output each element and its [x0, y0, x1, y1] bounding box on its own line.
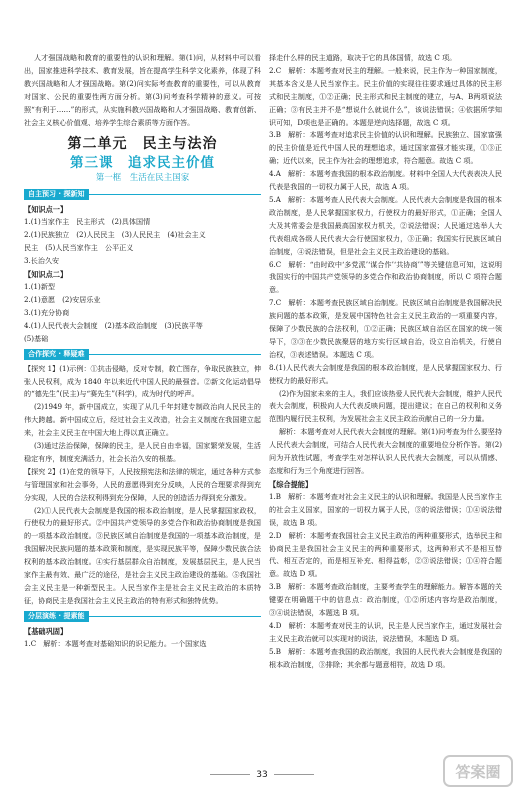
continued-answer: 择走什么样的民主道路，取决于它的具体国情，故选 C 项。: [269, 53, 457, 62]
kp1-line: 1.(1)当家作主 民主形式 (2)具体国情: [24, 217, 151, 227]
explore1-paragraph: 【探究 1】(1)示例：①抗击侵略，反对专制，救亡图存，争取民族独立，伸张人民权利，成为 1840 年以来近代中国人民的最强音。②新文化运动倡导的“德先生”(民主)与“赛先生”(科学)，成为时代的呼声。: [24, 363, 261, 399]
answer-item: 2.D 解析：本题考查我国社会主义民主政治的两种重要形式，选举民主和协商民主是我国社会主义民主的两种重要形式，这两种形式不是相互替代、相互否定的，而是相互补充、相得益彰，②③说法错误；①④符合题意。故选 D 项。: [269, 530, 502, 579]
answer-item: 1.B 解析：本题考查对社会主义民主的认识和理解。我国是人民当家作主的社会主义国家，国家的一切权力属于人民，③的说法错误；①④说法错误，故选 B 项。: [269, 491, 502, 527]
kp2-line: (5)基础: [24, 333, 49, 343]
kp1-line: 民主 (5)人民当家作主 公平正义: [24, 243, 134, 253]
explore2-paragraph: 【探究 2】(1)在党的领导下，人民按照宪法和法律的规定，通过各种方式参与管理国家和社会事务，人民的意愿得到充分反映，人民的合理要求得到充分实现，人民的合法权利得到充分保障，人民的创造活力得到充分激发。: [24, 466, 261, 502]
answer-item: 3.B 解析：本题考查政治制度，主要考查学生的理解能力。解答本题的关键要在明确题干中的信息点：政治制度，①②所述内容均是政治制度，③④说法错误，本题选 B 项。: [269, 582, 502, 618]
explore1-paragraph: (3)通过法治保障，保障的民主，是人民自由幸福，国家繁荣发展，生活稳定有序，制度充满活力，社会长治久安的根基。: [24, 441, 261, 463]
answer-item: 7.C 解析：本题考查民族区域自治制度。民族区域自治制度是我国解决民族问题的基本政策，是发展中国特色社会主义民主政治的一项重要内容，保障了少数民族的合法权利，①②正确；民族区域自治区在国家的统一领导下，③③在少数民族聚居的地方实行区域自治，设立自治机关，行使自治权，③表述错误。本题选 C 项。: [269, 298, 502, 359]
kp1-line: 3.长治久安: [24, 256, 60, 266]
answer-item: 6.C 解析：“由时政中‘多党派’‘谋合作’‘共协商’”等关键信息可知，这说明我国实行的中国共产党领导的多党合作和政治协商制度，所以 C 项符合题意。: [269, 259, 502, 295]
answer-item: 4.D 解析：本题考查对民主的认识，民主是人民当家作主，通过发展社会主义民主政治就可以实现对的说法，说法错误，本题选 D 项。: [269, 620, 502, 643]
answer-item: 5.B 解析：本题考查我国的政治制度，我国的人民代表大会制度是我国的根本政治制度，③排除；其余都与题意相符，故选 D 项。: [269, 646, 502, 669]
answer-item: 2.C 解析：本题考查对民主的理解。一般来说，民主作为一种国家制度，其基本含义是人民当家作主。民主价值的实现往往要求通过具体的民主形式和民主制度，①②正确；民主形式和民主制度的建立，与A、B两项说法正确；③有民主并不是“想说什么就说什么”，该说法错误；④依据所学知识可知，D项也是正确的。本题是逆向选择题，故选 C 项。: [269, 65, 502, 127]
unit-title: 第二单元 民主与法治: [67, 136, 218, 153]
frame-title: 第一框 生活在民主国家: [95, 173, 190, 184]
answer-item: (2)作为国家未来的主人，我们应该热爱人民代表大会制度，维护人民代表大会制度，积极向人大代表反映问题，提出建议；在自己的权利和义务范围内履行民主权利，为发展社会主义民主政治贡献自己的一分力量。: [269, 388, 502, 424]
kp2-line: 2.(1)意愿 (2)安居乐业: [24, 294, 101, 304]
intro-paragraph: 人才强国战略和教育的重要性的认识和理解。第(1)问，从材料中可以看出，国家推进科学技术、教育发展，旨在提高学生科学文化素养，体现了科教兴国战略和人才强国战略。第(2)问实际考查教育的重要性，可以从教育对国家、公民的重要性两方面分析。第(3)问考查科学精神的意义。可按照“有利于……”的形式，从实施科教兴国战略和人才强国战略、教育创新、社会主义核心价值观、培养学生综合素质等方面作答。: [24, 53, 261, 127]
lesson-title: 第三课 追求民主价值: [70, 155, 215, 172]
kp2-line: 4.(1)人民代表大会制度 (2)基本政治制度 (3)民族平等: [24, 320, 203, 330]
answer-item: 4.A 解析：本题考查我国的根本政治制度。材料中全国人大代表表决人民代表是我国的一切权力属于人民，故选 A 项。: [269, 169, 502, 192]
explore2-paragraph: (2)①人民代表大会制度是我国的根本政治制度，是人民掌握国家政权，行使权力的最好形式。②中国共产党领导的多党合作和政治协商制度是我国的一项基本政治制度。③民族区域自治制度是我国的一项基本政治制度，是我国解决民族问题的基本政策和制度，是实现民族平等，保障少数民族合法权利的基本政治制度。④实行基层群众自治制度，发展基层民主，是人民当家作主最有效、最广泛的途径，是社会主义民主政治建设的基础。⑤我国社会主义民主是一种新型民主。人民当家作主是社会主义民主政治的本质特征，协商民主是我国社会主义民主政治的特有形式和独特优势。: [24, 505, 261, 605]
answer-item: 5.A 解析：本题考查人民代表大会制度。人民代表大会制度是我国的根本政治制度，是人民掌握国家权力，行使权力的最好形式，①正确；全国人大及其常委会是我国最高国家权力机关，②说法错误；人民通过选举人大代表组成各级人民代表大会行使国家权力，③正确；我国实行民族区域自治制度，④说法错误，但是社会主义民主政治建设的基础。: [269, 194, 502, 256]
kp2-line: 1.(1)新型: [24, 282, 56, 292]
knowledge-point-1-label: 【知识点一】: [24, 205, 68, 215]
comprehensive-label: 【综合提能】: [269, 479, 313, 489]
answer-item: 3.B 解析：本题考查对追求民主价值的认识和理解。民族独立、国家富强的民主价值是近代中国人民的理想追求，通过国家富强才能实现，①③正确；近代以来，民主作为社会的理想追求，符合题意。故选 C 项。: [269, 130, 502, 166]
svg-text:答案圈: 答案圈: [455, 763, 501, 781]
analysis-paragraph: 解析：本题考查对人民代表大会制度的理解。第(1)问考查为什么要坚持人民代表大会制度，可结合人民代表大会制度的重要地位分析作答。第(2)问为开放性试题，考查学生对怎样认识人民代表大会制度，可以从情感、态度和行为三个角度进行回答。: [269, 427, 502, 475]
watermark-logo-icon: [442, 752, 514, 792]
explore1-paragraph: (2)1949 年，新中国成立，实现了从几千年封建专制政治向人民民主的伟大跨越。新中国成立后，经过社会主义改造，社会主义制度在我国建立起来，社会主义民主在中国大地上得以真正确立。: [24, 402, 261, 438]
right-column: [269, 52, 502, 672]
kp1-line: 2.(1)民族独立 (2)人民民主 (3)人民民主 (4)社会主义: [24, 230, 206, 240]
answer-item: 1.C 解析：本题考查对基础知识的识记能力。一个国家选: [24, 638, 207, 648]
knowledge-point-2-label: 【知识点二】: [24, 270, 68, 280]
section-banner-preview: 自主预习 · 探新知: [24, 188, 261, 201]
answer-item: 8.(1)人民代表大会制度是我国的根本政治制度，是人民掌握国家权力、行使权力的最好形式。: [269, 362, 502, 385]
kp2-line: 3.(1)充分协商: [24, 307, 70, 317]
left-column: [24, 52, 261, 651]
page-number: 33: [0, 770, 524, 780]
section-banner-explore: 合作探究 · 释疑难: [24, 348, 261, 361]
section-banner-practice: 分层演练 · 提素能: [24, 610, 261, 623]
basic-consolidation-label: 【基础巩固】: [24, 626, 68, 636]
